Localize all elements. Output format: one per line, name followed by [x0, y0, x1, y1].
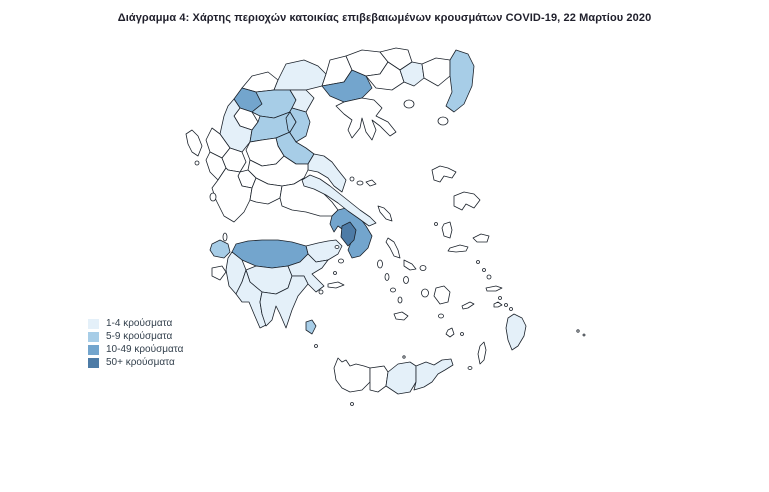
island-aegina: [339, 259, 344, 263]
legend-swatch-1: [88, 319, 99, 329]
island-limnos: [432, 166, 456, 182]
figure-title: Διάγραμμα 4: Χάρτης περιοχών κατοικίας επιβεβαιωμένων κρουσμάτων COVID-19, 22 Μαρτίου 2020: [117, 12, 652, 24]
island-naxos: [434, 286, 450, 304]
legend-label-4: 50+ κρούσματα: [106, 357, 175, 368]
island-kythira: [306, 320, 316, 334]
island-thasos: [404, 100, 414, 108]
island-syros: [404, 277, 409, 284]
island-zakynthos: [212, 266, 226, 280]
island-lesvos: [454, 192, 480, 210]
island-santorini: [446, 328, 454, 337]
island-kastellorizo-a: [577, 330, 579, 332]
island-milos: [394, 312, 408, 320]
region-rethymno: [370, 366, 388, 392]
island-tinos: [404, 260, 416, 270]
island-poros: [334, 272, 337, 275]
legend-label-1: 1-4 κρούσματα: [106, 318, 173, 329]
island-psara: [435, 223, 438, 226]
island-tilos: [505, 304, 508, 307]
island-kastellorizo-b: [583, 334, 585, 336]
island-lefkada: [210, 193, 216, 201]
island-skyros: [378, 206, 392, 221]
region-chalkidiki: [336, 98, 396, 140]
island-kasos: [468, 367, 472, 370]
island-antikythera: [315, 345, 318, 348]
island-patmos: [477, 261, 480, 264]
region-rodopi: [422, 58, 450, 86]
legend-swatch-2: [88, 332, 99, 342]
island-hydra: [328, 282, 344, 288]
island-rhodes: [506, 314, 526, 350]
island-serifos: [391, 288, 396, 292]
island-gavdos: [351, 403, 354, 406]
island-ithaki: [223, 233, 227, 241]
region-evros: [446, 50, 474, 112]
island-ios: [439, 314, 444, 318]
island-andros: [386, 238, 400, 258]
island-chios: [442, 222, 452, 238]
island-samos: [473, 234, 489, 242]
island-dia: [403, 356, 405, 358]
region-pella: [274, 60, 326, 90]
region-florina: [242, 72, 278, 92]
island-skopelos: [357, 181, 363, 185]
island-salamina: [335, 246, 339, 249]
island-leros: [483, 269, 486, 272]
legend-row-1: [88, 318, 183, 329]
island-astypalea: [494, 302, 502, 307]
legend-swatch-3: [88, 345, 99, 355]
island-sifnos: [398, 297, 402, 303]
island-corfu: [186, 130, 202, 156]
legend-label-3: 10-49 κρούσματα: [106, 344, 184, 355]
island-amorgos: [462, 302, 474, 309]
island-skiathos: [350, 177, 354, 181]
island-karpathos: [478, 342, 486, 364]
island-paros: [422, 289, 429, 297]
island-nisyros: [499, 297, 502, 300]
island-anafi: [461, 333, 464, 336]
island-symi: [510, 308, 513, 311]
island-paxoi: [195, 161, 199, 165]
map-legend: [88, 318, 183, 368]
legend-swatch-4: [88, 358, 99, 368]
island-ikaria: [448, 245, 468, 252]
island-alonissos: [366, 180, 376, 186]
island-kythnos: [385, 274, 389, 281]
region-lasithi: [414, 359, 453, 390]
region-heraklion: [386, 362, 416, 394]
island-kalymnos: [487, 275, 491, 279]
legend-label-2: 5-9 κρούσματα: [106, 331, 173, 342]
legend-row-4: [88, 357, 183, 368]
legend-row-3: [88, 344, 183, 355]
island-kea: [378, 260, 383, 268]
island-samothraki: [438, 117, 448, 125]
island-spetses: [319, 290, 323, 294]
legend-row-2: [88, 331, 183, 342]
island-mykonos: [420, 266, 426, 271]
island-kefalonia: [210, 240, 230, 258]
island-kos: [486, 286, 502, 291]
region-chania: [334, 358, 370, 392]
